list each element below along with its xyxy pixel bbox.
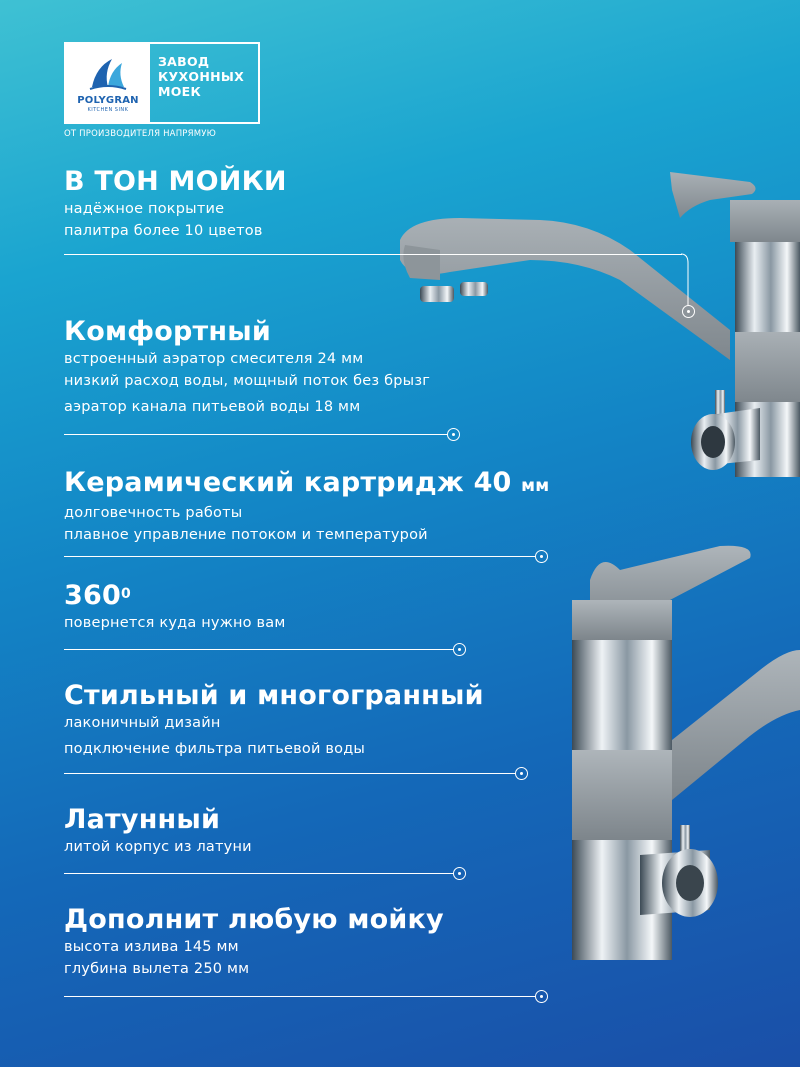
pointer-dot-icon — [535, 990, 548, 1003]
section-title: $360^0$ — [64, 580, 131, 611]
section-stylish — [64, 680, 484, 760]
section-title: Комфортный — [64, 316, 271, 347]
brand-subtitle: KITCHEN SINK — [87, 107, 129, 113]
section-line: аэратор канала питьевой воды 18 мм — [64, 399, 361, 415]
connector-line — [680, 253, 700, 313]
divider-line — [64, 556, 536, 557]
pointer-dot-icon — [453, 867, 466, 880]
logo-box — [64, 42, 260, 124]
divider-line — [64, 773, 516, 774]
section-cartridge — [64, 467, 549, 546]
faucet-top-image — [380, 160, 800, 490]
divider-line — [64, 996, 536, 997]
pointer-dot-icon — [515, 767, 528, 780]
section-rotation — [64, 580, 286, 634]
brand-name: POLYGRAN — [77, 95, 139, 106]
logo-emblem — [66, 44, 150, 122]
section-line: лаконичный дизайн — [64, 715, 221, 731]
pointer-dot-icon — [535, 550, 548, 563]
tagline: ОТ ПРОИЗВОДИТЕЛЯ НАПРЯМУЮ — [64, 129, 217, 139]
section-line: плавное управление потоком и температурой — [64, 527, 428, 543]
divider-line — [64, 873, 454, 874]
section-line: литой корпус из латуни — [64, 839, 252, 855]
section-line: подключение фильтра питьевой воды — [64, 741, 366, 757]
sail-logo-icon — [86, 53, 130, 93]
faucet-bottom-image — [560, 540, 800, 980]
section-line: надёжное покрытие — [64, 201, 225, 217]
logo-line-3: МОЕК — [158, 84, 202, 99]
divider-line — [64, 434, 448, 435]
section-title: Дополнит любую мойку — [64, 904, 444, 935]
section-brass — [64, 804, 252, 858]
pointer-dot-icon — [453, 643, 466, 656]
section-title: Стильный и многогранный — [64, 680, 484, 711]
pointer-dot-icon — [682, 305, 695, 318]
pointer-dot-icon — [447, 428, 460, 441]
section-title: Латунный — [64, 804, 221, 835]
section-line: палитра более 10 цветов — [64, 223, 263, 239]
section-line: повернется куда нужно вам — [64, 615, 286, 631]
logo-text — [150, 44, 258, 122]
section-title: Керамический картридж 40 мм — [64, 467, 550, 498]
section-line: глубина вылета 250 мм — [64, 961, 250, 977]
divider-line — [64, 649, 454, 650]
section-color-match — [64, 166, 287, 242]
section-line: долговечность работы — [64, 505, 243, 521]
logo-line-2: КУХОННЫХ — [158, 69, 245, 84]
section-fits-any-sink — [64, 904, 444, 980]
section-title: В ТОН МОЙКИ — [64, 166, 287, 197]
divider-line — [64, 254, 682, 255]
section-comfort — [64, 316, 430, 418]
section-line: высота излива 145 мм — [64, 939, 239, 955]
section-line: встроенный аэратор смесителя 24 мм — [64, 351, 364, 367]
logo-line-1: ЗАВОД — [158, 54, 210, 69]
section-line: низкий расход воды, мощный поток без брызг — [64, 373, 431, 389]
